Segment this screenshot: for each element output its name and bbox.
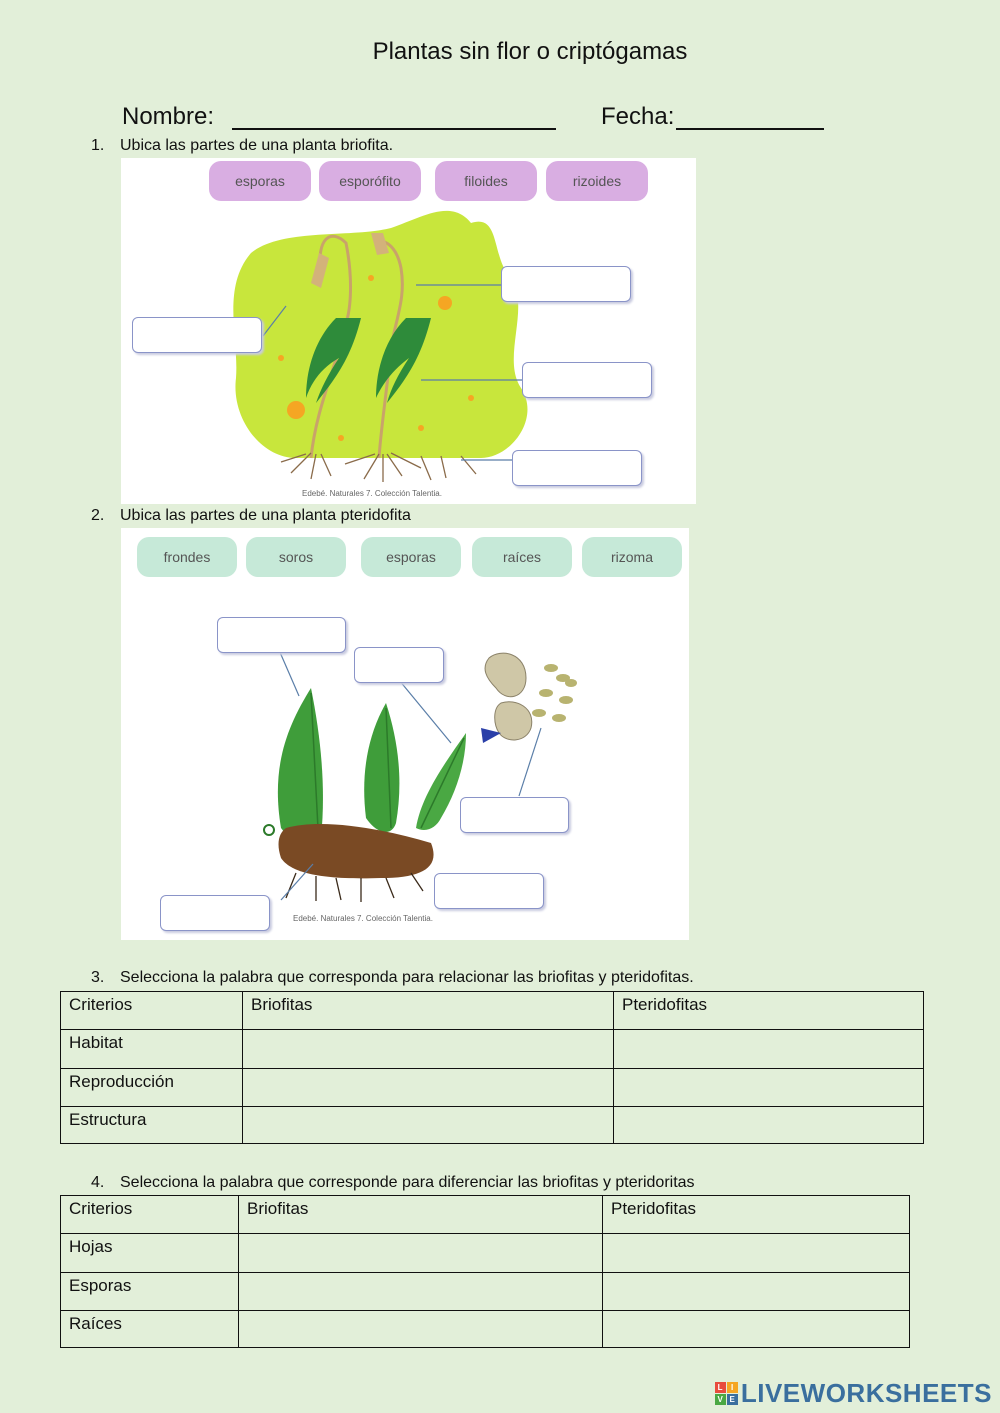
briofita-answer-box-4[interactable] xyxy=(512,450,642,486)
row-label-hojas: Hojas xyxy=(61,1234,239,1273)
cell-esporas-pteridofitas[interactable] xyxy=(603,1273,910,1311)
question-4-number: 4. xyxy=(91,1174,105,1191)
briofita-credit: Edebé. Naturales 7. Colección Talentia. xyxy=(302,489,442,498)
cell-esporas-briofitas[interactable] xyxy=(239,1273,603,1311)
row-label-raices: Raíces xyxy=(61,1311,239,1348)
cell-habitat-briofitas[interactable] xyxy=(243,1030,614,1069)
cell-raices-briofitas[interactable] xyxy=(239,1311,603,1348)
header-pteridofitas: Pteridofitas xyxy=(614,992,924,1030)
question-1-text: Ubica las partes de una planta briofita. xyxy=(120,137,394,154)
liveworksheets-brand xyxy=(715,1378,992,1409)
question-3-number: 3. xyxy=(91,969,105,986)
table-row xyxy=(61,1196,910,1234)
chip-rizoma[interactable]: rizoma xyxy=(582,537,682,577)
pteridofita-answer-box-2[interactable] xyxy=(354,647,444,683)
question-3 xyxy=(91,969,694,987)
pteridofita-answer-box-3[interactable] xyxy=(460,797,569,833)
chip-frondes[interactable]: frondes xyxy=(137,537,237,577)
chip-raices[interactable]: raíces xyxy=(472,537,572,577)
chip-filoides[interactable]: filoides xyxy=(435,161,537,201)
fecha-input-line[interactable] xyxy=(676,128,824,130)
cell-habitat-pteridofitas[interactable] xyxy=(614,1030,924,1069)
question-1 xyxy=(91,137,393,155)
page-title: Plantas sin flor o criptógamas xyxy=(372,38,688,65)
briofita-answer-box-1[interactable] xyxy=(132,317,262,353)
chip-esporas[interactable]: esporas xyxy=(209,161,311,201)
pteridofita-answer-box-5[interactable] xyxy=(160,895,270,931)
header-criterios-2: Criterios xyxy=(61,1196,239,1234)
table-row xyxy=(61,1107,924,1144)
table-diferenciar xyxy=(60,1195,910,1348)
cell-hojas-pteridofitas[interactable] xyxy=(603,1234,910,1273)
pteridofita-answer-box-1[interactable] xyxy=(217,617,346,653)
cell-estructura-pteridofitas[interactable] xyxy=(614,1107,924,1144)
row-label-habitat: Habitat xyxy=(61,1030,243,1069)
fecha-label: Fecha: xyxy=(601,103,675,130)
question-2-text: Ubica las partes de una planta pteridofita xyxy=(120,507,411,524)
cell-hojas-briofitas[interactable] xyxy=(239,1234,603,1273)
chip-esporas-2[interactable]: esporas xyxy=(361,537,461,577)
pteridofita-panel xyxy=(121,528,689,940)
row-label-estructura: Estructura xyxy=(61,1107,243,1144)
liveworksheets-logo-icon: L I V E xyxy=(715,1382,738,1405)
table-relacionar xyxy=(60,991,924,1144)
fern-illustration xyxy=(121,528,689,940)
briofita-answer-box-3[interactable] xyxy=(522,362,652,398)
briofita-answer-box-2[interactable] xyxy=(501,266,631,302)
cell-reproduccion-briofitas[interactable] xyxy=(243,1069,614,1107)
briofita-panel xyxy=(121,158,696,504)
chip-esporofito[interactable]: esporófito xyxy=(319,161,421,201)
cell-raices-pteridofitas[interactable] xyxy=(603,1311,910,1348)
header-criterios: Criterios xyxy=(61,992,243,1030)
header-briofitas: Briofitas xyxy=(243,992,614,1030)
liveworksheets-name: LIVEWORKSHEETS xyxy=(740,1378,992,1408)
pteridofita-credit: Edebé. Naturales 7. Colección Talentia. xyxy=(293,914,433,923)
table-row xyxy=(61,1030,924,1069)
table-row xyxy=(61,1069,924,1107)
nombre-input-line[interactable] xyxy=(232,128,556,130)
table-row xyxy=(61,1311,910,1348)
pteridofita-answer-box-4[interactable] xyxy=(434,873,544,909)
question-1-number: 1. xyxy=(91,137,105,154)
cell-reproduccion-pteridofitas[interactable] xyxy=(614,1069,924,1107)
table-row xyxy=(61,1273,910,1311)
question-2-number: 2. xyxy=(91,507,105,524)
chip-soros[interactable]: soros xyxy=(246,537,346,577)
nombre-label: Nombre: xyxy=(122,103,215,130)
header-pteridofitas-2: Pteridofitas xyxy=(603,1196,910,1234)
question-2 xyxy=(91,507,411,525)
question-4-text: Selecciona la palabra que corresponde para diferenciar las briofitas y pteridoritas xyxy=(120,1174,695,1191)
chip-rizoides[interactable]: rizoides xyxy=(546,161,648,201)
question-3-text: Selecciona la palabra que corresponda para relacionar las briofitas y pteridofitas. xyxy=(120,969,694,986)
question-4 xyxy=(91,1174,695,1192)
row-label-esporas: Esporas xyxy=(61,1273,239,1311)
table-row xyxy=(61,992,924,1030)
header-briofitas-2: Briofitas xyxy=(239,1196,603,1234)
row-label-reproduccion: Reproducción xyxy=(61,1069,243,1107)
table-row xyxy=(61,1234,910,1273)
cell-estructura-briofitas[interactable] xyxy=(243,1107,614,1144)
